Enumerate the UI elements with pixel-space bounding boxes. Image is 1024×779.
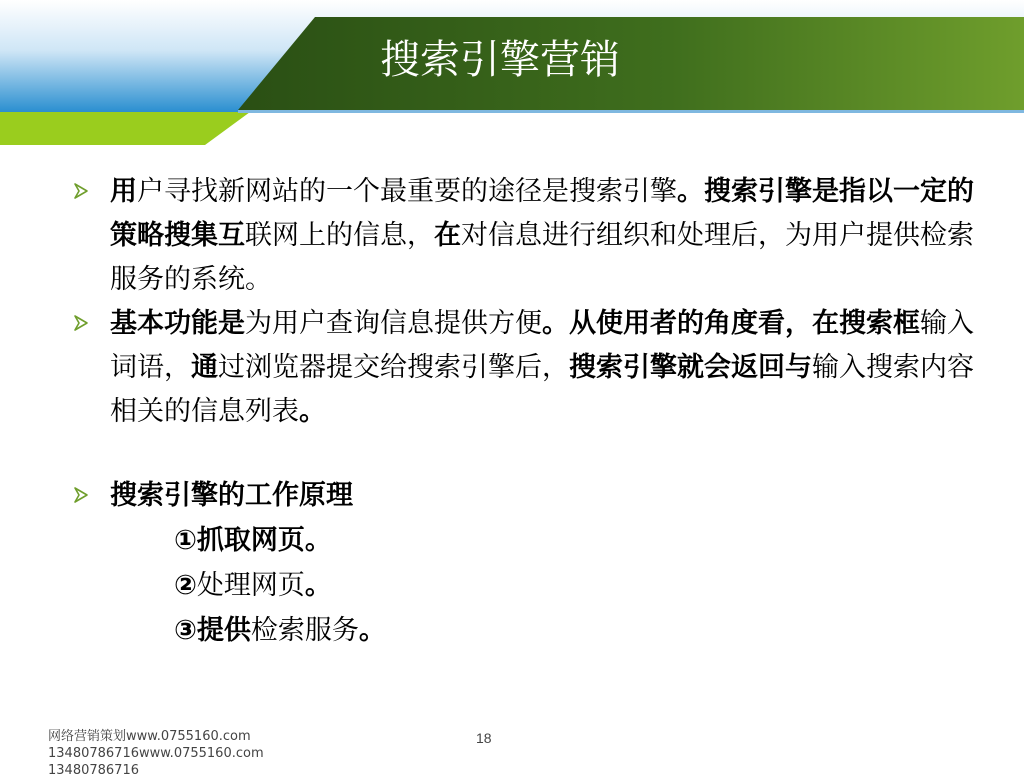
bullet-text — [110, 480, 353, 511]
text-segment: 。 — [304, 570, 332, 601]
page-number: 18 — [476, 730, 492, 746]
text-segment: ①抓取网页。 — [174, 525, 332, 556]
text-segment: 对信息进行组织和处理后，为用户提供检索服务的系统。 — [110, 220, 974, 295]
footer-line: 13480786716www.0755160.com — [48, 746, 264, 761]
text-segment: 搜索引擎的工作原理 — [110, 480, 353, 511]
arrow-bullet-icon — [72, 314, 90, 332]
text-segment: ② — [174, 570, 197, 601]
header-banner — [0, 0, 1024, 145]
text-segment: 联网上的信息， — [245, 220, 434, 251]
text-segment: 输入词语， — [110, 308, 974, 383]
arrow-bullet-icon — [72, 182, 90, 200]
step-item — [72, 563, 992, 608]
text-segment: ③提供 — [174, 615, 251, 646]
text-segment: 在 — [434, 220, 461, 251]
text-segment: 基本功能是 — [110, 308, 245, 339]
step-item — [72, 608, 992, 653]
text-segment: 搜索引擎就会返回与 — [569, 352, 812, 383]
text-segment: 检索服务 — [250, 615, 359, 646]
footer-note — [48, 728, 348, 779]
bullet-item — [72, 302, 992, 434]
bullet-text — [110, 308, 974, 427]
text-segment: 。 — [358, 615, 386, 646]
step-text — [174, 570, 332, 601]
text-segment: 过浏览器提交给搜索引擎后， — [218, 352, 569, 383]
step-text — [174, 525, 332, 556]
text-segment: 。从使用者的角度看，在搜索框 — [542, 308, 920, 339]
text-segment: 处理网页 — [196, 570, 305, 601]
bullet-item — [72, 474, 992, 518]
content-body — [72, 170, 992, 653]
text-segment: 用 — [110, 176, 137, 207]
step-item — [72, 518, 992, 563]
text-segment: 。搜索引擎是指以一定的策略搜集互 — [110, 176, 974, 251]
arrow-bullet-icon — [72, 486, 90, 504]
bullet-item — [72, 170, 992, 302]
text-segment: 输入搜索内容相关的信息列表 — [110, 352, 974, 427]
text-segment: 。 — [299, 396, 326, 427]
slide-title: 搜索引擎营销 — [380, 37, 620, 83]
text-segment: 户寻找新网站的一个最重要的途径是搜索引擎 — [137, 176, 677, 207]
footer-line: 13480786716 — [48, 763, 139, 778]
text-segment: 通 — [191, 352, 218, 383]
footer-line: 网络营销策划www.0755160.com — [48, 729, 251, 744]
text-segment: 为用户查询信息提供方便 — [245, 308, 542, 339]
bullet-text — [110, 176, 974, 295]
step-text — [174, 615, 386, 646]
